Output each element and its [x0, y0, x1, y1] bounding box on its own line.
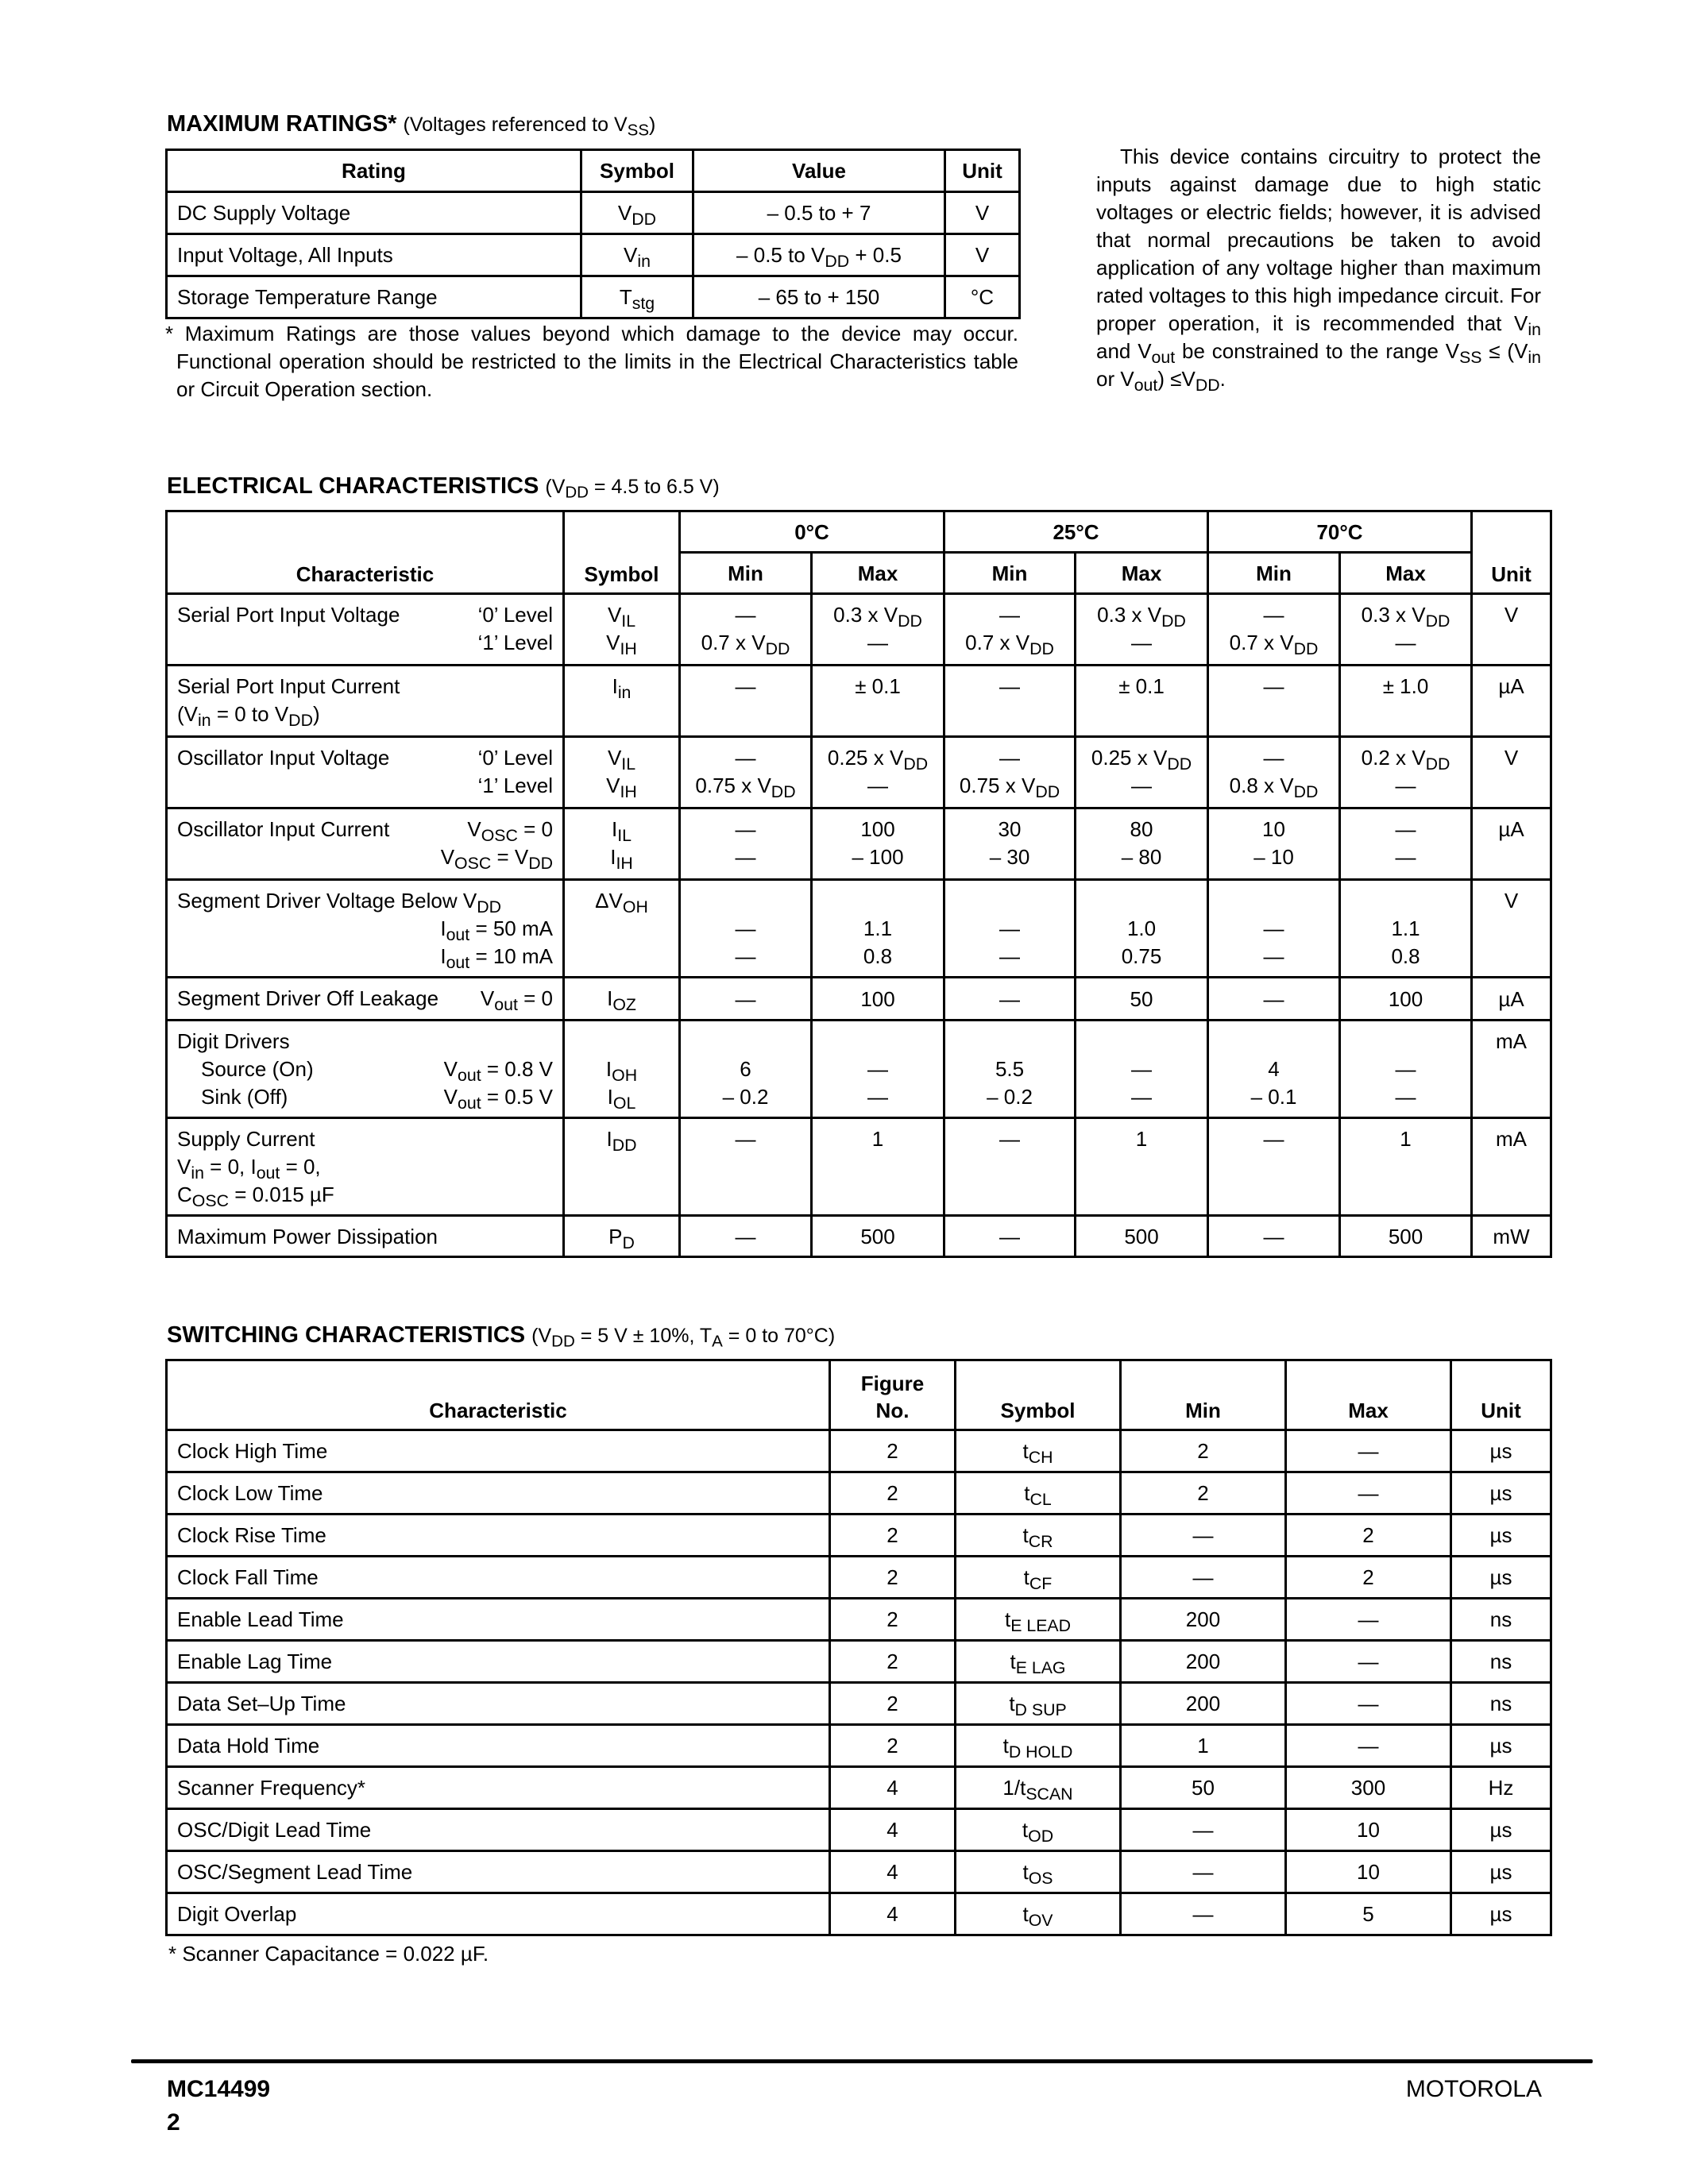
figure-cell: 4 — [830, 1893, 956, 1935]
value-cell: 4 – 0.1 — [1208, 1021, 1340, 1118]
max-cell: — — [1286, 1472, 1451, 1515]
max-cell: — — [1286, 1725, 1451, 1767]
value-cell: — 0.75 x $V_{DD}$ — [680, 737, 812, 808]
unit-cell: V — [945, 234, 1020, 276]
value-cell: — — — [680, 880, 812, 978]
unit-cell: V — [1472, 594, 1551, 666]
min-cell: — — [1121, 1557, 1286, 1599]
rating-cell: Storage Temperature Range — [167, 276, 581, 318]
value-cell: 30 – 30 — [944, 808, 1076, 880]
characteristic-cell: Data Set–Up Time — [167, 1683, 830, 1725]
value-cell: — 0.7 x $V_{DD}$ — [1208, 594, 1340, 666]
unit-cell: µA — [1472, 978, 1551, 1021]
unit-cell: V — [1472, 737, 1551, 808]
characteristic-cell: Segment Driver Voltage Below $V_{DD}$ $I_{out} = 50$ mA $I_{out} = 10$ mA — [167, 880, 564, 978]
table-row — [167, 880, 1551, 978]
unit-cell: V — [1472, 880, 1551, 978]
value-cell: 0.25 x $V_{DD}$ — — [812, 737, 944, 808]
value-cell: — — [680, 1118, 812, 1216]
symbol-cell: $V_{IL}$ $V_{IH}$ — [564, 737, 680, 808]
symbol-cell: $P_D$ — [564, 1216, 680, 1257]
symbol-cell: $V_{IL}$ $V_{IH}$ — [564, 594, 680, 666]
characteristic-cell: Enable Lead Time — [167, 1599, 830, 1641]
symbol-cell: $t_{E LEAD}$ — [956, 1599, 1121, 1641]
value-cell: ± 0.1 — [1076, 666, 1208, 737]
value-cell: 0.3 x $V_{DD}$ — — [812, 594, 944, 666]
value-cell: 1.1 0.8 — [812, 880, 944, 978]
col-header-characteristic: Characteristic — [167, 1360, 830, 1430]
characteristic-cell: Digit Overlap — [167, 1893, 830, 1935]
value-cell: 5.5 – 0.2 — [944, 1021, 1076, 1118]
value-cell: – 0.5 to $V_{DD} + 0.5$ — [693, 234, 945, 276]
value-cell: 80 – 80 — [1076, 808, 1208, 880]
table-row — [167, 1641, 1551, 1683]
table-row — [167, 1599, 1551, 1641]
col-header-max: Max — [1286, 1360, 1451, 1430]
col-header-unit: Unit — [1472, 511, 1551, 594]
min-cell: — — [1121, 1809, 1286, 1851]
col-header-symbol: Symbol — [581, 150, 693, 192]
max-ratings-condition: (Voltages referenced to $V_{SS}$) — [403, 114, 656, 140]
unit-cell: °C — [945, 276, 1020, 318]
table-row — [167, 1851, 1551, 1893]
figure-cell: 2 — [830, 1430, 956, 1472]
unit-cell: µs — [1451, 1809, 1551, 1851]
table-row — [167, 192, 1020, 234]
table-row — [167, 1893, 1551, 1935]
characteristic-cell: Serial Port Input Current ($V_{in} = 0$ to $V_{DD}$) — [167, 666, 564, 737]
symbol-cell: $t_{D SUP}$ — [956, 1683, 1121, 1725]
unit-cell: µs — [1451, 1557, 1551, 1599]
table-row — [167, 1809, 1551, 1851]
figure-cell: 2 — [830, 1683, 956, 1725]
symbol-cell: $t_{OD}$ — [956, 1809, 1121, 1851]
col-header-symbol: Symbol — [956, 1360, 1121, 1430]
table-row — [167, 276, 1020, 318]
characteristic-cell: Clock Low Time — [167, 1472, 830, 1515]
col-header-max: Max — [1340, 553, 1472, 594]
table-row — [167, 808, 1551, 880]
table-row — [167, 1118, 1551, 1216]
value-cell: 50 — [1076, 978, 1208, 1021]
electrical-condition: ($V_{DD} = 4.5$ to 6.5 V) — [545, 476, 720, 502]
max-cell: — — [1286, 1599, 1451, 1641]
unit-cell: mW — [1472, 1216, 1551, 1257]
figure-cell: 2 — [830, 1557, 956, 1599]
table-header-row — [167, 150, 1020, 192]
electrical-heading — [167, 473, 720, 500]
rating-cell: DC Supply Voltage — [167, 192, 581, 234]
footer-divider — [131, 2059, 1593, 2063]
footer-brand: MOTOROLA — [1405, 2076, 1542, 2102]
col-header-value: Value — [693, 150, 945, 192]
symbol-cell: $t_{OS}$ — [956, 1851, 1121, 1893]
min-cell: — — [1121, 1893, 1286, 1935]
table-row — [167, 978, 1551, 1021]
unit-cell: µs — [1451, 1430, 1551, 1472]
value-cell: — — [944, 978, 1076, 1021]
min-cell: 200 — [1121, 1683, 1286, 1725]
unit-cell: µs — [1451, 1893, 1551, 1935]
value-cell: — — — [1076, 1021, 1208, 1118]
value-cell: — 0.8 x $V_{DD}$ — [1208, 737, 1340, 808]
unit-cell: V — [945, 192, 1020, 234]
figure-cell: 4 — [830, 1809, 956, 1851]
max-cell: — — [1286, 1641, 1451, 1683]
protection-note: This device contains circuitry to protect the inputs against damage due to high static voltages or electric fields; however, it is advised that normal precautions be taken to avoid application of any voltage higher than maximum rated voltages to this high impedance circuit. For proper operation, it is recommended that $V_{in}$ and $V_{out}$ be constrained to the range $V_{SS} \le (V_{in}$ or $V_{out}) \le V_{DD}$. — [1096, 145, 1542, 395]
min-cell: 1 — [1121, 1725, 1286, 1767]
characteristic-cell: Clock Rise Time — [167, 1515, 830, 1557]
value-cell: 1 — [1340, 1118, 1472, 1216]
symbol-cell: $I_{IL}$ $I_{IH}$ — [564, 808, 680, 880]
characteristic-cell: Maximum Power Dissipation — [167, 1216, 564, 1257]
max-cell: 10 — [1286, 1851, 1451, 1893]
col-header-figure-no: Figure No. — [830, 1360, 956, 1430]
max-ratings-table — [165, 149, 1021, 319]
symbol-cell: $I_{in}$ — [564, 666, 680, 737]
value-cell: 10 – 10 — [1208, 808, 1340, 880]
value-cell: — — [1208, 1118, 1340, 1216]
characteristic-cell: Clock High Time — [167, 1430, 830, 1472]
figure-cell: 2 — [830, 1599, 956, 1641]
unit-cell: ns — [1451, 1683, 1551, 1725]
value-cell: 0.3 x $V_{DD}$ — — [1340, 594, 1472, 666]
symbol-cell: $T_{stg}$ — [581, 276, 693, 318]
value-cell: 0.3 x $V_{DD}$ — — [1076, 594, 1208, 666]
table-row — [167, 666, 1551, 737]
rating-cell: Input Voltage, All Inputs — [167, 234, 581, 276]
symbol-cell: $t_{E LAG}$ — [956, 1641, 1121, 1683]
symbol-cell: $t_{CH}$ — [956, 1430, 1121, 1472]
max-cell: 300 — [1286, 1767, 1451, 1809]
col-header-70c: 70°C — [1208, 511, 1472, 553]
table-row — [167, 1557, 1551, 1599]
table-row — [167, 1683, 1551, 1725]
max-ratings-footnote: * Maximum Ratings are those values beyond which damage to the device may occur. Functional operation should be restricted to the limits in the Electrical Characteristics table or Circuit Operation section. — [165, 322, 1018, 401]
electrical-table — [165, 510, 1552, 1258]
characteristic-cell: Oscillator Input Current $V_{OSC} = 0$ $V_{OSC} = V_{DD}$ — [167, 808, 564, 880]
table-row — [167, 1430, 1551, 1472]
value-cell: — — — [680, 808, 812, 880]
switching-table — [165, 1359, 1552, 1936]
min-cell: 2 — [1121, 1430, 1286, 1472]
footer-page-number: 2 — [167, 2109, 180, 2136]
switching-rows — [167, 1430, 1551, 1935]
value-cell: — — — [1340, 1021, 1472, 1118]
characteristic-cell: OSC/Digit Lead Time — [167, 1809, 830, 1851]
value-cell: 500 — [1340, 1216, 1472, 1257]
min-cell: — — [1121, 1515, 1286, 1557]
characteristic-cell: OSC/Segment Lead Time — [167, 1851, 830, 1893]
col-header-min: Min — [1121, 1360, 1286, 1430]
col-header-rating: Rating — [167, 150, 581, 192]
value-cell: — — [1208, 666, 1340, 737]
characteristic-cell: Digit Drivers Source (On) $V_{out} = 0.8$ V Sink (Off) $V_{out} = 0.5$ V — [167, 1021, 564, 1118]
value-cell: — — [944, 1216, 1076, 1257]
value-cell: — — — [1208, 880, 1340, 978]
max-ratings-title: MAXIMUM RATINGS* — [167, 111, 397, 137]
characteristic-cell: Segment Driver Off Leakage $V_{out} = 0$ — [167, 978, 564, 1021]
table-header-row — [167, 1360, 1551, 1430]
value-cell: 1 — [812, 1118, 944, 1216]
table-row — [167, 1515, 1551, 1557]
symbol-cell: $t_{CL}$ — [956, 1472, 1121, 1515]
unit-cell: µA — [1472, 808, 1551, 880]
min-cell: 2 — [1121, 1472, 1286, 1515]
value-cell: ± 1.0 — [1340, 666, 1472, 737]
col-header-0c: 0°C — [680, 511, 944, 553]
characteristic-cell: Oscillator Input Voltage ‘0’ Level ‘1’ Level — [167, 737, 564, 808]
symbol-cell: $V_{DD}$ — [581, 192, 693, 234]
value-cell: 1.0 0.75 — [1076, 880, 1208, 978]
max-cell: — — [1286, 1683, 1451, 1725]
min-cell: 50 — [1121, 1767, 1286, 1809]
table-header-row — [167, 511, 1551, 553]
value-cell: 0.2 x $V_{DD}$ — — [1340, 737, 1472, 808]
table-row — [167, 594, 1551, 666]
value-cell: — 0.7 x $V_{DD}$ — [680, 594, 812, 666]
table-row — [167, 1767, 1551, 1809]
value-cell: 100 — [1340, 978, 1472, 1021]
col-header-min: Min — [1208, 553, 1340, 594]
switching-title: SWITCHING CHARACTERISTICS — [167, 1322, 526, 1348]
unit-cell: Hz — [1451, 1767, 1551, 1809]
value-cell: – 0.5 to + 7 — [693, 192, 945, 234]
value-cell: — — [944, 666, 1076, 737]
unit-cell: ns — [1451, 1599, 1551, 1641]
value-cell: 500 — [812, 1216, 944, 1257]
col-header-symbol: Symbol — [564, 511, 680, 594]
symbol-cell: $t_{D HOLD}$ — [956, 1725, 1121, 1767]
value-cell: 6 – 0.2 — [680, 1021, 812, 1118]
unit-cell: ns — [1451, 1641, 1551, 1683]
figure-cell: 2 — [830, 1641, 956, 1683]
unit-cell: µs — [1451, 1472, 1551, 1515]
min-cell: — — [1121, 1851, 1286, 1893]
col-header-unit: Unit — [945, 150, 1020, 192]
characteristic-cell: Serial Port Input Voltage ‘0’ Level ‘1’ Level — [167, 594, 564, 666]
value-cell: 1 — [1076, 1118, 1208, 1216]
symbol-cell: $V_{in}$ — [581, 234, 693, 276]
value-cell: 0.25 x $V_{DD}$ — — [1076, 737, 1208, 808]
table-row — [167, 1021, 1551, 1118]
value-cell: 500 — [1076, 1216, 1208, 1257]
table-row — [167, 1472, 1551, 1515]
max-cell: 2 — [1286, 1557, 1451, 1599]
unit-cell: µs — [1451, 1725, 1551, 1767]
min-cell: 200 — [1121, 1599, 1286, 1641]
unit-cell: µs — [1451, 1515, 1551, 1557]
value-cell: — — [680, 1216, 812, 1257]
value-cell: — — [944, 1118, 1076, 1216]
unit-cell: µA — [1472, 666, 1551, 737]
figure-cell: 2 — [830, 1515, 956, 1557]
value-cell: — — — [812, 1021, 944, 1118]
figure-cell: 2 — [830, 1472, 956, 1515]
symbol-cell: $t_{CF}$ — [956, 1557, 1121, 1599]
col-header-25c: 25°C — [944, 511, 1208, 553]
value-cell: — 0.75 x $V_{DD}$ — [944, 737, 1076, 808]
characteristic-cell: Supply Current $V_{in} = 0$, $I_{out} = 0$, $C_{OSC} = 0.015$ µF — [167, 1118, 564, 1216]
table-row — [167, 1725, 1551, 1767]
unit-cell: µs — [1451, 1851, 1551, 1893]
max-ratings-heading — [167, 111, 656, 140]
value-cell: — 0.7 x $V_{DD}$ — [944, 594, 1076, 666]
symbol-cell: $t_{OV}$ — [956, 1893, 1121, 1935]
characteristic-cell: Enable Lag Time — [167, 1641, 830, 1683]
switching-condition: ($V_{DD} = 5$ V ± 10%, $T_A = 0$ to 70°C) — [531, 1325, 836, 1351]
value-cell: – 65 to + 150 — [693, 276, 945, 318]
unit-cell: mA — [1472, 1118, 1551, 1216]
characteristic-cell: Clock Fall Time — [167, 1557, 830, 1599]
symbol-cell: $I_{OH}$ $I_{OL}$ — [564, 1021, 680, 1118]
max-cell: — — [1286, 1430, 1451, 1472]
symbol-cell: $t_{CR}$ — [956, 1515, 1121, 1557]
table-row — [167, 737, 1551, 808]
value-cell: 100 – 100 — [812, 808, 944, 880]
value-cell: — — [1208, 1216, 1340, 1257]
figure-cell: 2 — [830, 1725, 956, 1767]
switching-heading — [167, 1322, 835, 1349]
value-cell: — — [680, 978, 812, 1021]
value-cell: — — [1208, 978, 1340, 1021]
col-header-max: Max — [1076, 553, 1208, 594]
electrical-title: ELECTRICAL CHARACTERISTICS — [167, 473, 539, 499]
unit-cell: mA — [1472, 1021, 1551, 1118]
footer-part-number: MC14499 — [167, 2076, 271, 2102]
symbol-cell: $I_{OZ}$ — [564, 978, 680, 1021]
symbol-cell: $1/t_{SCAN}$ — [956, 1767, 1121, 1809]
figure-cell: 4 — [830, 1851, 956, 1893]
col-header-unit: Unit — [1451, 1360, 1551, 1430]
symbol-cell: $I_{DD}$ — [564, 1118, 680, 1216]
value-cell: 1.1 0.8 — [1340, 880, 1472, 978]
max-cell: 10 — [1286, 1809, 1451, 1851]
value-cell: ± 0.1 — [812, 666, 944, 737]
value-cell: — — [680, 666, 812, 737]
table-row — [167, 234, 1020, 276]
col-header-min: Min — [944, 553, 1076, 594]
min-cell: 200 — [1121, 1641, 1286, 1683]
col-header-min: Min — [680, 553, 812, 594]
figure-cell: 4 — [830, 1767, 956, 1809]
characteristic-cell: Data Hold Time — [167, 1725, 830, 1767]
col-header-characteristic: Characteristic — [167, 511, 564, 594]
value-cell: — — — [1340, 808, 1472, 880]
symbol-cell: $\Delta V_{OH}$ — [564, 880, 680, 978]
max-cell: 2 — [1286, 1515, 1451, 1557]
switching-footnote: * Scanner Capacitance = 0.022 µF. — [168, 1942, 489, 1966]
characteristic-cell: Scanner Frequency* — [167, 1767, 830, 1809]
col-header-max: Max — [812, 553, 944, 594]
max-cell: 5 — [1286, 1893, 1451, 1935]
table-row — [167, 1216, 1551, 1257]
value-cell: — — — [944, 880, 1076, 978]
value-cell: 100 — [812, 978, 944, 1021]
